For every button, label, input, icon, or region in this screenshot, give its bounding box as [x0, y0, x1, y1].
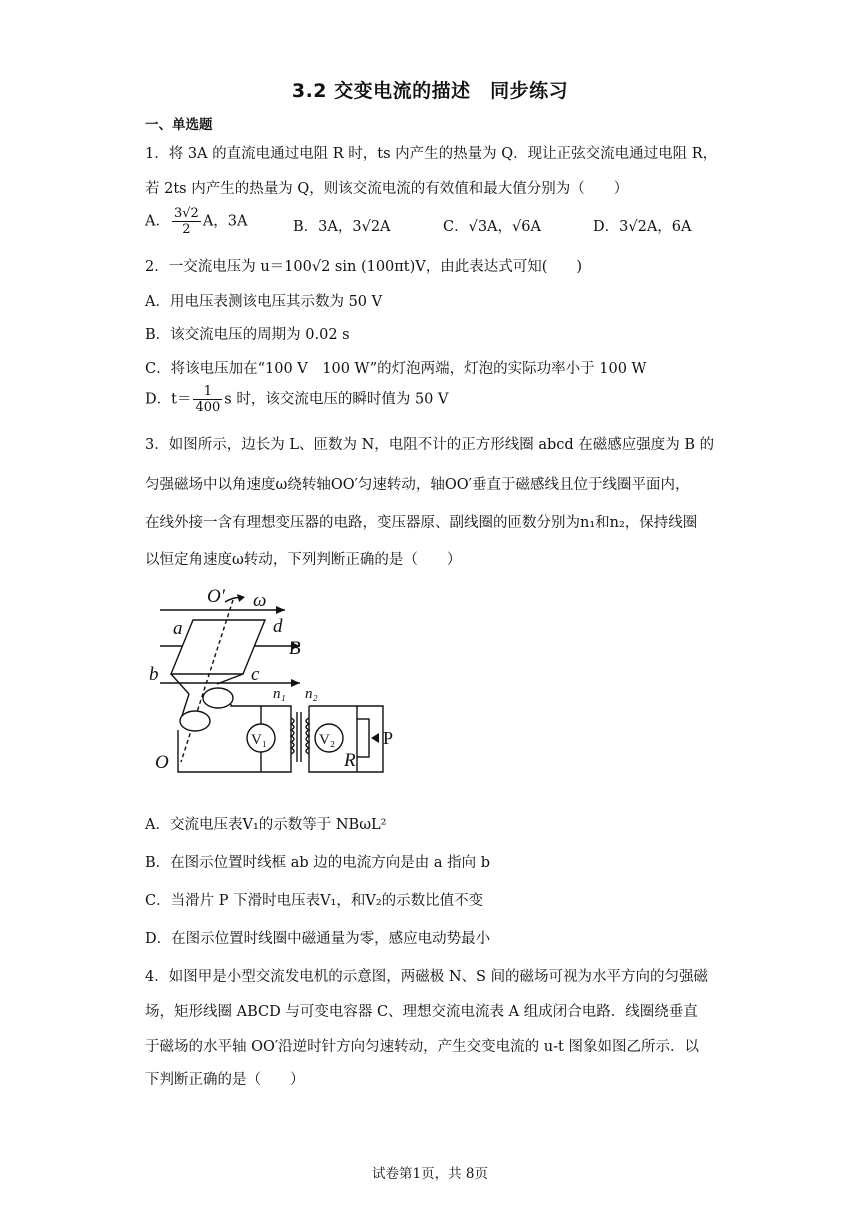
q1-stem-line1: 1．将 3A 的直流电通过电阻 R 时，ts 内产生的热量为 Q．现让正弦交流电通过电阻 R，	[145, 146, 718, 162]
q1-option-c: C．√3A，√6A	[443, 219, 541, 235]
rotation-arrowhead	[237, 594, 245, 602]
q4-stem-line1: 4．如图甲是小型交流发电机的示意图，两磁极 N、S 间的磁场可视为水平方向的匀强磁	[145, 969, 709, 985]
label-p: P	[383, 728, 394, 748]
primary-coil	[291, 718, 294, 754]
q1-stem-line2: 若 2ts 内产生的热量为 Q，则该交流电流的有效值和最大值分别为（ ）	[145, 181, 629, 197]
field-arrowhead-bottom	[291, 679, 300, 687]
label-n2: n₂	[305, 686, 318, 702]
label-c: c	[251, 664, 260, 685]
q1-option-a-suffix: A，3A	[202, 213, 248, 230]
q1-option-a	[145, 206, 247, 237]
page-footer: 试卷第1页，共 8页	[372, 1166, 488, 1182]
label-d: d	[273, 616, 283, 637]
q2-option-d-suffix: s 时，该交流电压的瞬时值为 50 V	[224, 391, 449, 408]
q3-stem-line3: 在线外接一含有理想变压器的电路，变压器原、副线圈的匝数分别为n₁和n₂，保持线圈	[145, 515, 698, 531]
label-r: R	[344, 750, 356, 771]
q1-option-d: D．3√2A，6A	[593, 219, 692, 235]
q3-option-d: D．在图示位置时线圈中磁通量为零，感应电动势最小	[145, 931, 491, 947]
q2-option-d-numerator: 1	[193, 384, 222, 400]
q2-option-a: A．用电压表测该电压其示数为 50 V	[145, 294, 383, 310]
q3-stem-line2: 匀强磁场中以角速度ω绕转轴OO′匀速转动，轴OO′垂直于磁感线且位于线圈平面内，	[145, 477, 690, 493]
label-b-field: B	[289, 638, 301, 659]
label-a: a	[173, 618, 183, 639]
slip-ring-upper	[203, 688, 233, 708]
q1-option-a-prefix: A．	[145, 213, 170, 230]
q1-option-b: B．3A，3√2A	[293, 219, 391, 235]
q2-option-d-fraction	[193, 384, 222, 415]
label-b: b	[149, 664, 159, 685]
q4-stem-line3: 于磁场的水平轴 OO′沿逆时针方向匀速转动，产生交变电流的 u-t 图象如图乙所示．以	[145, 1039, 699, 1055]
q3-option-c: C．当滑片 P 下滑时电压表V₁，和V₂的示数比值不变	[145, 893, 484, 909]
q3-option-a: A．交流电压表V₁的示数等于 NBωL²	[145, 817, 387, 833]
q2-stem: 2．一交流电压为 u＝100√2 sin (100πt)V，由此表达式可知( )	[145, 259, 583, 275]
section-heading: 一、单选题	[145, 117, 213, 133]
generator-circuit-diagram	[145, 582, 415, 782]
slip-ring-lower	[180, 711, 210, 731]
label-o-prime: O′	[207, 586, 225, 607]
label-omega: ω	[253, 590, 267, 611]
label-v1: V₁	[251, 732, 268, 748]
q1-option-a-numerator: 3√2	[173, 206, 199, 221]
lead-wire-1	[171, 674, 189, 694]
label-v2: V₂	[319, 732, 336, 748]
slider-p-arrow	[371, 733, 379, 743]
q2-option-b: B．该交流电压的周期为 0.02 s	[145, 327, 350, 343]
q2-option-d-denominator: 400	[195, 400, 221, 415]
q2-option-d	[145, 384, 448, 415]
q1-option-a-fraction	[172, 206, 201, 237]
q2-option-c: C．将该电压加在“100 V 100 W”的灯泡两端，灯泡的实际功率小于 100 W	[145, 361, 647, 377]
field-arrowhead-top	[276, 606, 285, 614]
q4-stem-line2: 场，矩形线圈 ABCD 与可变电容器 C、理想交流电流表 A 组成闭合电路．线圈绕垂直	[145, 1004, 698, 1020]
resistor-r	[357, 719, 369, 757]
q1-option-a-denominator: 2	[182, 222, 191, 237]
page-title: 3.2 交变电流的描述 同步练习	[291, 80, 569, 102]
q3-option-b: B．在图示位置时线框 ab 边的电流方向是由 a 指向 b	[145, 855, 491, 871]
q3-stem-line1: 3．如图所示，边长为 L、匝数为 N，电阻不计的正方形线圈 abcd 在磁感应强度为 B 的	[145, 437, 715, 453]
label-o: O	[155, 752, 169, 773]
label-n1: n₁	[273, 686, 286, 702]
q2-option-d-prefix: D．t＝	[145, 391, 192, 408]
q4-stem-line4: 下判断正确的是（ ）	[145, 1072, 305, 1088]
q3-stem-line4: 以恒定角速度ω转动，下列判断正确的是（ ）	[145, 552, 462, 568]
